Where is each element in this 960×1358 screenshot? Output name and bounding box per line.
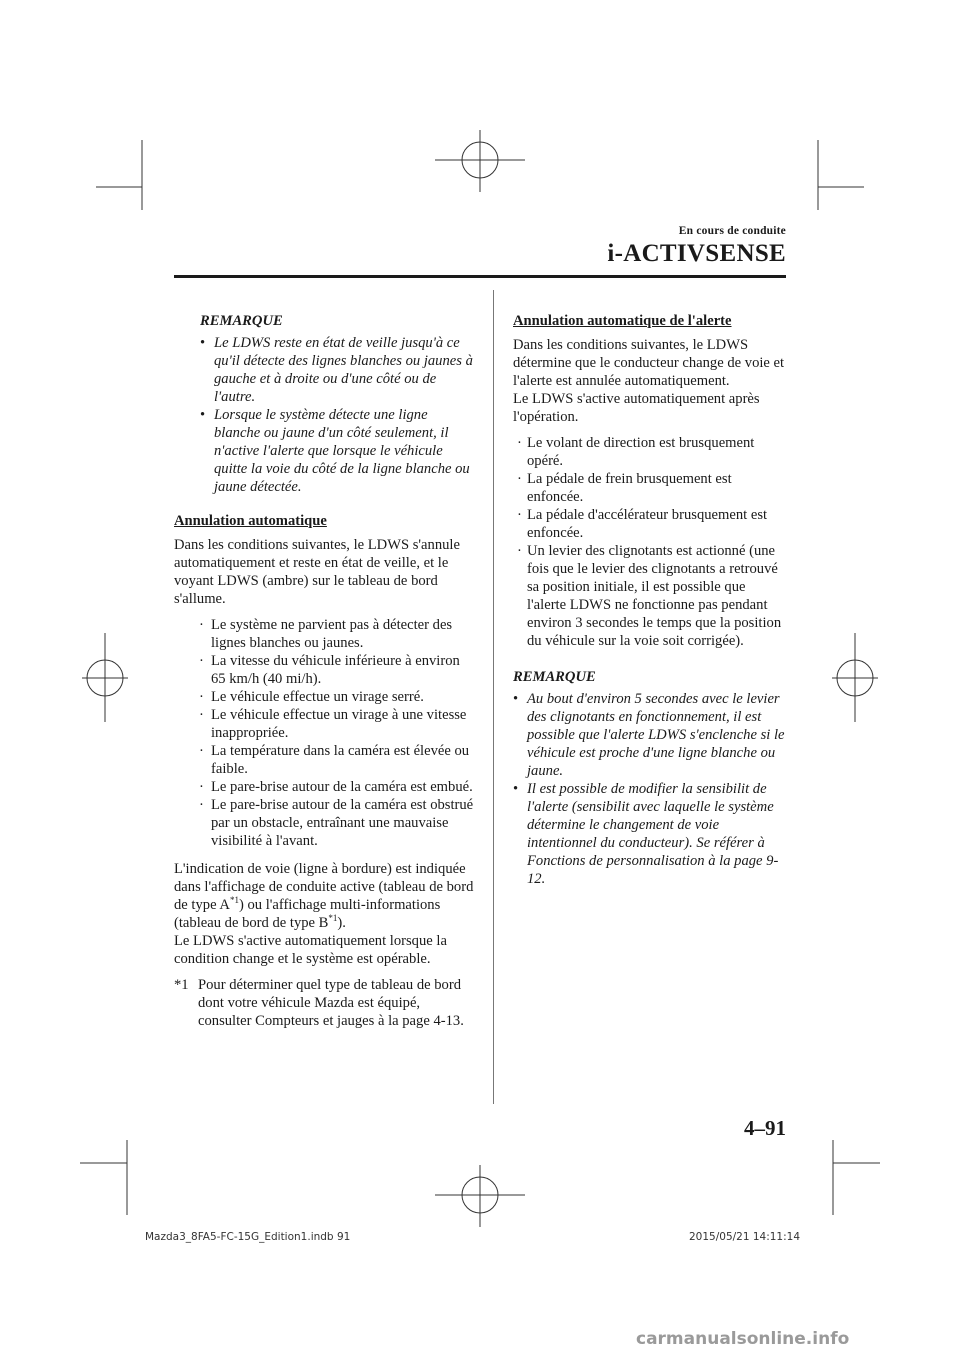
list-item: · La pédale de frein brusquement est enfoncée. — [517, 471, 732, 505]
left-column — [174, 312, 474, 1030]
paragraph: Dans les conditions suivantes, le LDWS s'annule automatiquement et reste en état de veille, et le voyant LDWS (ambre) sur le tableau de bord s'allume. — [174, 537, 460, 607]
column-divider — [493, 290, 494, 1104]
footnote-ref: *1 — [229, 895, 239, 906]
note-item: • Le LDWS reste en état de veille jusqu'à ce qu'il détecte des lignes blanches ou jaunes à gauche et à droite ou d'une côté ou de l'autre. — [200, 335, 473, 405]
bullet-icon: · — [199, 689, 204, 705]
list-item: · La température dans la caméra est élevée ou faible. — [199, 743, 470, 777]
bullet-icon: · — [199, 779, 204, 795]
subheading-alert-cancel: Annulation automatique de l'alerte — [513, 313, 732, 329]
section-title: i-ACTIVSENSE — [607, 240, 786, 267]
paragraph: Le LDWS s'active automatiquement après l'opération. — [513, 391, 760, 425]
watermark: carmanualsonline.info — [636, 1329, 850, 1349]
condition-list — [174, 616, 474, 850]
header-rule — [174, 275, 786, 278]
note-list — [174, 334, 474, 496]
list-item: · Un levier des clignotants est actionné (une fois que le levier des clignotants a retrouvé sa position initiale, il est possible que l'alerte LDWS ne fonctionne pas pendant environ 3 secondes le temps que la position du véhicule sur la voie soit corrigée). — [517, 543, 782, 649]
bullet-icon: · — [517, 507, 522, 523]
bullet-icon: · — [517, 471, 522, 487]
note-list — [513, 690, 788, 888]
bullet-icon: · — [199, 617, 204, 633]
bullet-icon: · — [517, 435, 522, 451]
chapter-label: En cours de conduite — [678, 225, 786, 237]
list-item: · Le pare-brise autour de la caméra est embué. — [199, 779, 473, 795]
footnote-ref: *1 — [328, 913, 338, 924]
page-number: 4–91 — [744, 1116, 786, 1140]
right-column — [513, 312, 788, 888]
list-item: · Le véhicule effectue un virage serré. — [199, 689, 424, 705]
print-slug-file: Mazda3_8FA5-FC-15G_Edition1.indb 91 — [145, 1231, 351, 1243]
bullet-icon: · — [517, 543, 522, 559]
bullet-icon: • — [200, 407, 206, 423]
list-item: · Le pare-brise autour de la caméra est obstrué par un obstacle, entraînant une mauvaise visibilité à l'avant. — [199, 797, 474, 849]
paragraph-lane-indication: L'indication de voie (ligne à bordure) est indiquée dans l'affichage de conduite active (tableau de bord de type $A^{*1}$) ou l'affichage multi-informations (tableau de bord de type $B^{*1}$). — [174, 861, 474, 931]
note-item: • Il est possible de modifier la sensibilit de l'alerte (sensibilit avec laquelle le système détermine le changement de voie intentionnel du conducteur). Se référer à Fonctions de personnalisation à la page 9-12. — [513, 781, 779, 887]
paragraph: Le LDWS s'active automatiquement lorsque la condition change et le système est opérable. — [174, 933, 447, 967]
bullet-icon: · — [199, 707, 204, 723]
note-title: REMARQUE — [200, 313, 283, 329]
footnote: *1 Pour déterminer quel type de tableau de bord dont votre véhicule Mazda est équipé, consulter Compteurs et jauges à la page 4-13. — [174, 977, 464, 1029]
bullet-icon: • — [513, 781, 519, 797]
bullet-icon: · — [199, 653, 204, 669]
condition-list — [513, 434, 788, 650]
list-item: · Le système ne parvient pas à détecter des lignes blanches ou jaunes. — [199, 617, 453, 651]
bullet-icon: · — [199, 797, 204, 813]
note-item: • Lorsque le système détecte une ligne blanche ou jaune d'un côté seulement, il n'active l'alerte que lorsque le véhicule quitte la voie du côté de la ligne blanche ou jaune détectée. — [200, 407, 470, 495]
note-title: REMARQUE — [513, 669, 596, 685]
footnote-mark: *1 — [174, 977, 189, 993]
note-item: • Au bout d'environ 5 secondes avec le levier des clignotants en fonctionnement, il est possible que l'alerte LDWS s'enclenche si le véhicule est proche d'une ligne blanche ou jaune. — [513, 691, 785, 779]
list-item: · Le volant de direction est brusquement opéré. — [517, 435, 755, 469]
bullet-icon: • — [513, 691, 519, 707]
list-item: · La vitesse du véhicule inférieure à environ 65 km/h (40 mi/h). — [199, 653, 460, 687]
list-item: · Le véhicule effectue un virage à une vitesse inappropriée. — [199, 707, 467, 741]
paragraph: Dans les conditions suivantes, le LDWS détermine que le conducteur change de voie et l'alerte est annulée automatiquement. — [513, 337, 785, 389]
bullet-icon: • — [200, 335, 206, 351]
subheading-auto-cancel: Annulation automatique — [174, 513, 327, 529]
bullet-icon: · — [199, 743, 204, 759]
print-slug-timestamp: 2015/05/21 14:11:14 — [689, 1231, 801, 1243]
list-item: · La pédale d'accélérateur brusquement est enfoncée. — [517, 507, 768, 541]
